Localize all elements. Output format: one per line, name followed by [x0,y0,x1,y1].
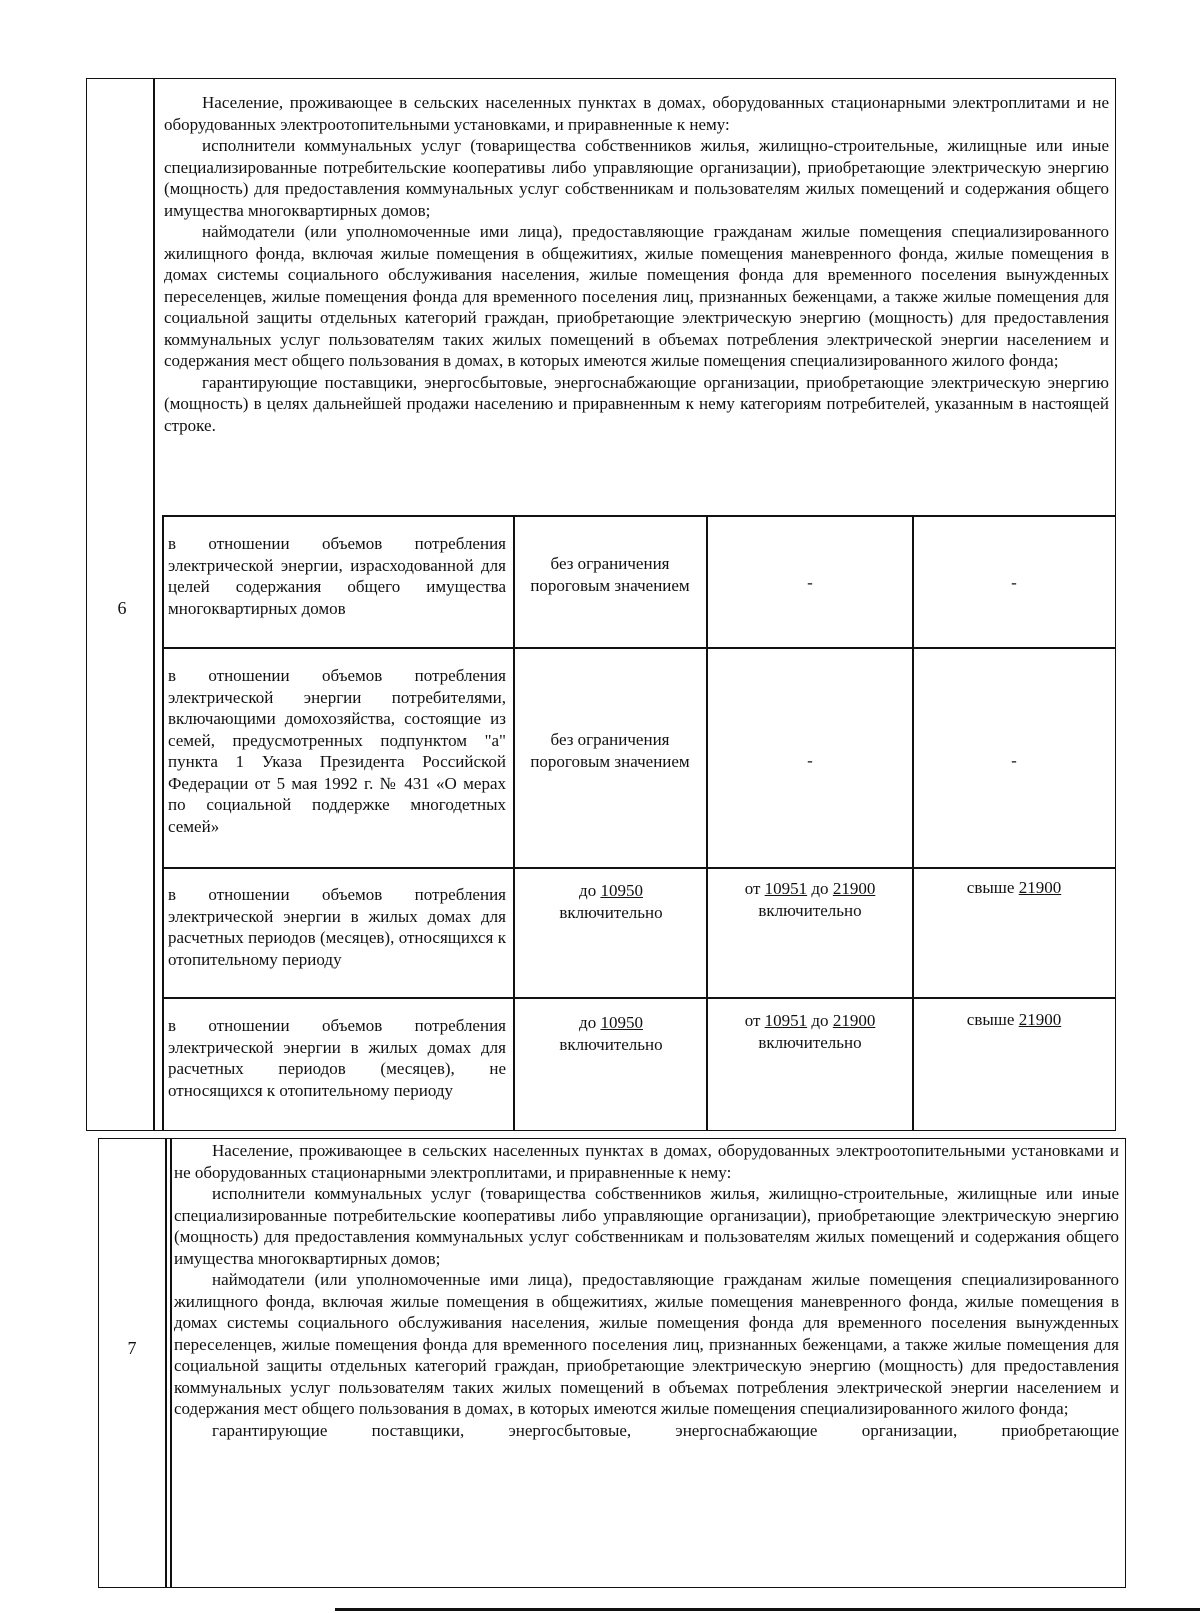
subrow3-col3-num: 21900 [1018,878,1062,897]
subrow1-col1: без ограничения пороговым значением [530,554,690,595]
row7-inner-left [170,1138,172,1588]
row6-intro [164,92,1109,436]
subrow-divider-2 [162,867,1116,869]
subrow4-desc: в отношении объемов потребления электрической энергии в жилых домах для расчетных периодов (месяцев), не относящихся к отопительному периоду [168,1016,506,1100]
col-divider-3 [912,515,914,1131]
subrow4-col3-pre: свыше [966,1010,1015,1029]
subrow3-col2-pre: от [744,879,761,898]
subrow4-col1-post: включительно [559,1035,663,1054]
subrow-divider-1 [162,647,1116,649]
subrow2-col1: без ограничения пороговым значением [530,730,690,771]
subrow2-col2: - [807,751,813,770]
row7-intro [174,1140,1119,1441]
row7-intro-p2: исполнители коммунальных услуг (товарищества собственников жилья, жилищно-строительные, жилищные или иные специализированные потребительские кооперативы либо управляющие организации), приобретающие электрическую энергию (мощность) для предоставления коммунальных услуг собственникам и пользователям жилых помещений и содержания общего имущества многоквартирных домов; [174,1184,1119,1268]
subrow3-col1-post: включительно [559,903,663,922]
subrow3-desc: в отношении объемов потребления электрической энергии в жилых домах для расчетных периодов (месяцев), относящихся к отопительному периоду [168,885,506,969]
page-bottom-rule [335,1608,1200,1611]
subrow3-col2-num1: 10951 [764,879,808,898]
subrow3-col2 [708,878,912,922]
subrow3-col2-mid: до [811,879,829,898]
subrow4-col2-num2: 21900 [832,1011,876,1030]
subrow2-col3: - [1011,751,1017,770]
subrow4-col1-num: 10950 [600,1013,643,1032]
subrow4-col2-mid: до [811,1011,829,1030]
subrow3-col1-pre: до [579,881,597,900]
row6-intro-p2: исполнители коммунальных услуг (товарищества собственников жилья, жилищно-строительные, жилищные или иные специализированные потребительские кооперативы либо управляющие организации), приобретающие электрическую энергию (мощность) для предоставления коммунальных услуг собственникам и пользователям жилых помещений и содержания общего имущества многоквартирных домов; [164,136,1109,220]
subrow4-col2-pre: от [744,1011,761,1030]
row7-number: 7 [127,1338,137,1358]
subrow4-col2-num1: 10951 [764,1011,808,1030]
subrow3-col1-num: 10950 [600,881,643,900]
subrow4-col2-post: включительно [758,1033,862,1052]
row7-number-divider [165,1138,167,1588]
row7-intro-p1: Население, проживающее в сельских населенных пунктах в домах, оборудованных электроотопительными установками и не оборудованных стационарными электроплитами, и приравненные к нему: [174,1141,1119,1182]
subrow4-col3 [914,1009,1114,1031]
subrow4-col2 [708,1010,912,1054]
subrow3-col3 [914,877,1114,899]
row6-inner-left [162,515,164,1131]
subrow3-col1 [516,880,706,924]
subrow-divider-3 [162,997,1116,999]
subrow3-col2-num2: 21900 [832,879,876,898]
row7-intro-p4: гарантирующие поставщики, энергосбытовые, энергоснабжающие организации, приобретающие [212,1420,1119,1440]
col-divider-1 [513,515,515,1131]
row7-intro-p3: наймодатели (или уполномоченные ими лица), предоставляющие гражданам жилые помещения специализированного жилищного фонда, включая жилые помещения в общежитиях, жилые помещения маневренного фонда, жилые помещения в домах системы социального обслуживания населения, жилые помещения фонда для временного поселения вынужденных переселенцев, жилые помещения фонда для временного поселения лиц, признанных беженцами, а также жилые помещения для социальной защиты отдельных категорий граждан, приобретающие электрическую энергию (мощность) для предоставления коммунальных услуг пользователям таких жилых помещений в объемах потребления электрической энергии населением и содержания мест общего пользования в домах, в которых имеются жилые помещения специализированного жилого фонда; [174,1270,1119,1418]
subrow1-col3: - [1011,573,1017,592]
row6-intro-bottom [162,515,1116,517]
subrow4-col1 [516,1012,706,1056]
subrow4-col3-num: 21900 [1018,1010,1062,1029]
subrow1-desc: в отношении объемов потребления электрической энергии, израсходованной для целей содержания общего имущества многоквартирных домов [168,534,506,618]
subrow3-col3-pre: свыше [966,878,1015,897]
subrow4-col1-pre: до [579,1013,597,1032]
subrow2-desc: в отношении объемов потребления электрической энергии потребителями, включающими домохозяйства, состоящие из семей, предусмотренных подпунктом "а" пункта 1 Указа Президента Российской Федерации от 5 мая 1992 г. № 431 «О мерах по социальной поддержке многодетных семей» [168,666,506,836]
subrow3-col2-post: включительно [758,901,862,920]
row6-intro-p3: наймодатели (или уполномоченные ими лица), предоставляющие гражданам жилые помещения специализированного жилищного фонда, включая жилые помещения в общежитиях, жилые помещения маневренного фонда, жилые помещения в домах системы социального обслуживания населения, жилые помещения фонда для временного поселения вынужденных переселенцев, жилые помещения фонда для временного поселения лиц, признанных беженцами, а также жилые помещения для социальной защиты отдельных категорий граждан, приобретающие электрическую энергию (мощность) для предоставления коммунальных услуг пользователям таких жилых помещений в объемах потребления электрической энергии населением и содержания мест общего пользования в домах, в которых имеются жилые помещения специализированного жилого фонда; [164,222,1109,370]
row6-intro-p4: гарантирующие поставщики, энергосбытовые, энергоснабжающие организации, приобретающие электрическую энергию (мощность) в целях дальнейшей продажи населению и приравненным к нему категориям потребителей, указанным в настоящей строке. [164,372,1109,435]
row6-number: 6 [117,598,127,618]
subrow1-col2: - [807,573,813,592]
row6-intro-p1: Население, проживающее в сельских населенных пунктах в домах, оборудованных стационарными электроплитами и не оборудованных электроотопительными установками, и приравненные к нему: [164,93,1109,134]
